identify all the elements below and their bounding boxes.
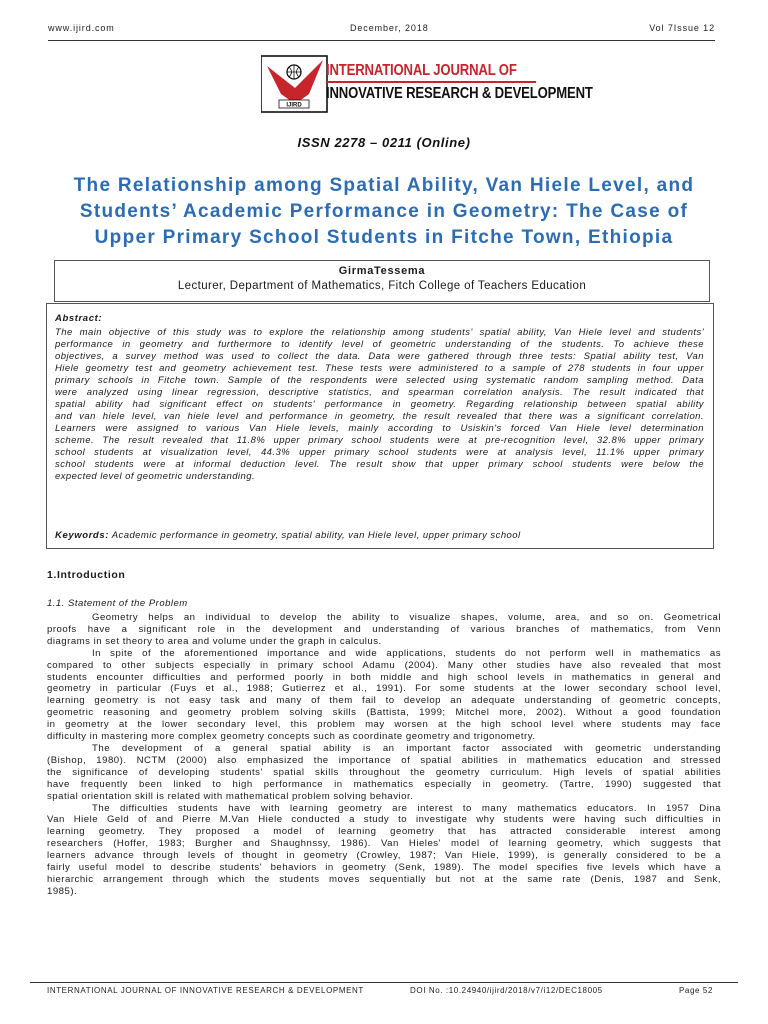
volume-issue: Vol 7Issue 12 bbox=[649, 23, 715, 33]
abstract-body bbox=[55, 327, 704, 483]
body-line: difficulty in mastering more complex geometry concepts such as coordinate geometry and trigonometry. bbox=[47, 731, 536, 743]
body-line: have frequently been linked to high performance in mathematics especially in geometry. (Tartre, 1990) suggested that bbox=[47, 778, 721, 790]
article-title bbox=[40, 173, 728, 251]
body-line: The development of a general spatial ability is an important factor associated with geometric understanding bbox=[92, 742, 721, 754]
logo-line-1: INTERNATIONAL JOURNAL OF bbox=[326, 62, 517, 79]
body-line: hierarchic arrangement through which the students moves sequentially but not at the same rate (Denis, 1987 and Senk, bbox=[47, 873, 721, 885]
footer-rule bbox=[30, 982, 738, 983]
keywords bbox=[55, 530, 521, 541]
abstract-line: scheme. The result revealed that 11.8% upper primary school students were at pre-recognition level, 32.8% upper primary bbox=[55, 435, 704, 446]
journal-logo bbox=[261, 54, 593, 115]
footer-doi: DOI No. :10.24940/ijird/2018/v7/i12/DEC18005 bbox=[410, 986, 603, 995]
abstract-line: objectives, a survey method was used to collect the data. Data were gathered through three tests: Spatial ability test, Van bbox=[55, 351, 704, 362]
body-line: fairly useful model to describe students' behaviors in geometry (Senk, 1989). The model specifies five levels which have a bbox=[47, 862, 721, 874]
body-line: Geometry helps an individual to develop the ability to visualize shapes, volume, area, and so on. Geometrical bbox=[92, 612, 721, 623]
body-line: geometry in particular (Fuys et al., 1988; Gutierrez et al., 1991). For some students at the lower secondary school level, bbox=[47, 683, 721, 695]
running-header bbox=[48, 23, 715, 37]
body-line: in geometry at the lower secondary level, this problem may worsen at the high school level where students may face bbox=[47, 719, 721, 731]
author-name: GirmaTessema bbox=[338, 265, 426, 277]
abstract-line: Hiele geometry test and geometry achievement test. These tests were administered to a sample of 278 students in four upper bbox=[55, 363, 704, 374]
body-line: compared to other subjects especially in primary school Adamu (2004). Many other studies have also revealed that most bbox=[47, 659, 721, 671]
title-line: The Relationship among Spatial Ability, Van Hiele Level, and bbox=[73, 175, 695, 196]
body-line: the significance of developing students' spatial skills throughout the geometry curriculum. High levels of spatial abilities bbox=[47, 766, 721, 778]
body-line: The difficulties students have with learning geometry are interest to many mathematics educators. In 1957 Dina bbox=[92, 802, 721, 814]
abstract-line: school students were at informal deduction level. The result show that upper primary school students were below the bbox=[55, 459, 704, 470]
body-line: In spite of the aforementioned importance and wide applications, students do not perform well in mathematics as bbox=[92, 647, 721, 659]
abstract-line: spatial ability had significant effect on students' performance in geometry. Regarding relationship between spatial ability bbox=[55, 399, 704, 410]
body-line: diagrams in set theory to area and volume under the graph in calculus. bbox=[47, 635, 382, 647]
abstract-line: and van hiele level, van hiele level and performance in geometry, the result revealed that there was a significant correlation. bbox=[55, 411, 704, 422]
emblem-label: IJIRD bbox=[286, 102, 302, 109]
body-line: learning geometry is not easy task and many of them fail to develop an adequate understanding of geometric concepts, bbox=[47, 695, 721, 707]
abstract-heading: Abstract: bbox=[55, 313, 103, 324]
body-line: Van Hiele Geld of and Pierre M.Van Hiele conducted a study to investigate why students were having such difficulties in bbox=[47, 814, 721, 826]
body-line: learning geometry. They proposed a model of learning geometry that has attracted considerable interest among bbox=[47, 826, 721, 838]
body-line: spatial orientation skill is related with mathematical problem solving behavior. bbox=[47, 790, 414, 802]
author-box bbox=[54, 260, 710, 302]
abstract-line: expected level of geometric understanding. bbox=[55, 471, 256, 482]
body-line: researchers (Hoffer, 1983; Burgher and Shaughnssy, 1986). Van Hieles' model of learning geometry, which suggests that bbox=[47, 838, 721, 850]
body-line: proofs have a significant role in the development and understanding of various branches of mathematics, from Venn bbox=[47, 623, 721, 635]
body-line: (Bishop, 1980). NCTM (2000) also emphasized the importance of spatial abilities in mathematics education and stressed bbox=[47, 754, 721, 766]
section-heading: 1.Introduction bbox=[47, 569, 126, 581]
issue-date: December, 2018 bbox=[350, 23, 429, 33]
issn: ISSN 2278 – 0211 (Online) bbox=[297, 135, 471, 150]
abstract-line: Learners were assigned to various Van Hiele levels, mainly according to Usiskin's forced Van Hiele level determination bbox=[55, 423, 704, 434]
abstract-line: The main objective of this study was to explore the relationship among students' spatial ability, Van Hiele level and students' bbox=[55, 327, 704, 338]
body-line: 1985). bbox=[47, 885, 78, 897]
keywords-label: Keywords: bbox=[55, 530, 109, 541]
page-number: Page 52 bbox=[678, 986, 713, 995]
title-line: Upper Primary School Students in Fitche Town, Ethiopia bbox=[94, 227, 674, 248]
footer-journal: INTERNATIONAL JOURNAL OF INNOVATIVE RESEARCH & DEVELOPMENT bbox=[47, 986, 364, 995]
abstract-line: were analyzed using linear regression, descriptive statistics, and spearman correlation analysis. The result indicated that bbox=[55, 387, 704, 398]
abstract-line: performance in geometry and furthermore to identify level of geometric understanding of the students. To achieve these bbox=[55, 339, 704, 350]
keywords-text: Academic performance in geometry, spatial ability, van Hiele level, upper primary school bbox=[111, 530, 521, 541]
subsection-heading: 1.1. Statement of the Problem bbox=[47, 598, 188, 609]
running-footer bbox=[47, 986, 713, 998]
logo-divider bbox=[326, 81, 536, 83]
header-rule bbox=[48, 40, 715, 41]
logo-line-2: INNOVATIVE RESEARCH & DEVELOPMENT bbox=[326, 85, 593, 102]
body-line: geometric reasoning and geometry problem solving skills (Battista, 1999; Mitchel more, 2002). Without a good foundation bbox=[47, 707, 721, 719]
body-line: learners advance through levels of thought in geometry (Crowley, 1987; Van Hiele, 1999), is generally considered to be a bbox=[47, 850, 721, 862]
abstract-box bbox=[46, 303, 714, 549]
body-line: students encounter difficulties and performed poorly in both middle and high school levels in mathematics in general and bbox=[47, 671, 721, 683]
title-line: Students’ Academic Performance in Geometry: The Case of bbox=[79, 201, 689, 222]
journal-website: www.ijird.com bbox=[48, 23, 115, 33]
abstract-line: primary schools in Fitche town. Sample of the respondents were selected using systematic random sampling method. Data bbox=[55, 375, 704, 386]
author-affiliation: Lecturer, Department of Mathematics, Fitch College of Teachers Education bbox=[177, 280, 587, 292]
section-body bbox=[47, 612, 721, 898]
journal-emblem-icon bbox=[261, 54, 331, 115]
abstract-line: school students at visualization level, 44.3% upper primary school students were at analysis level, 11.1% upper primary bbox=[55, 447, 704, 458]
